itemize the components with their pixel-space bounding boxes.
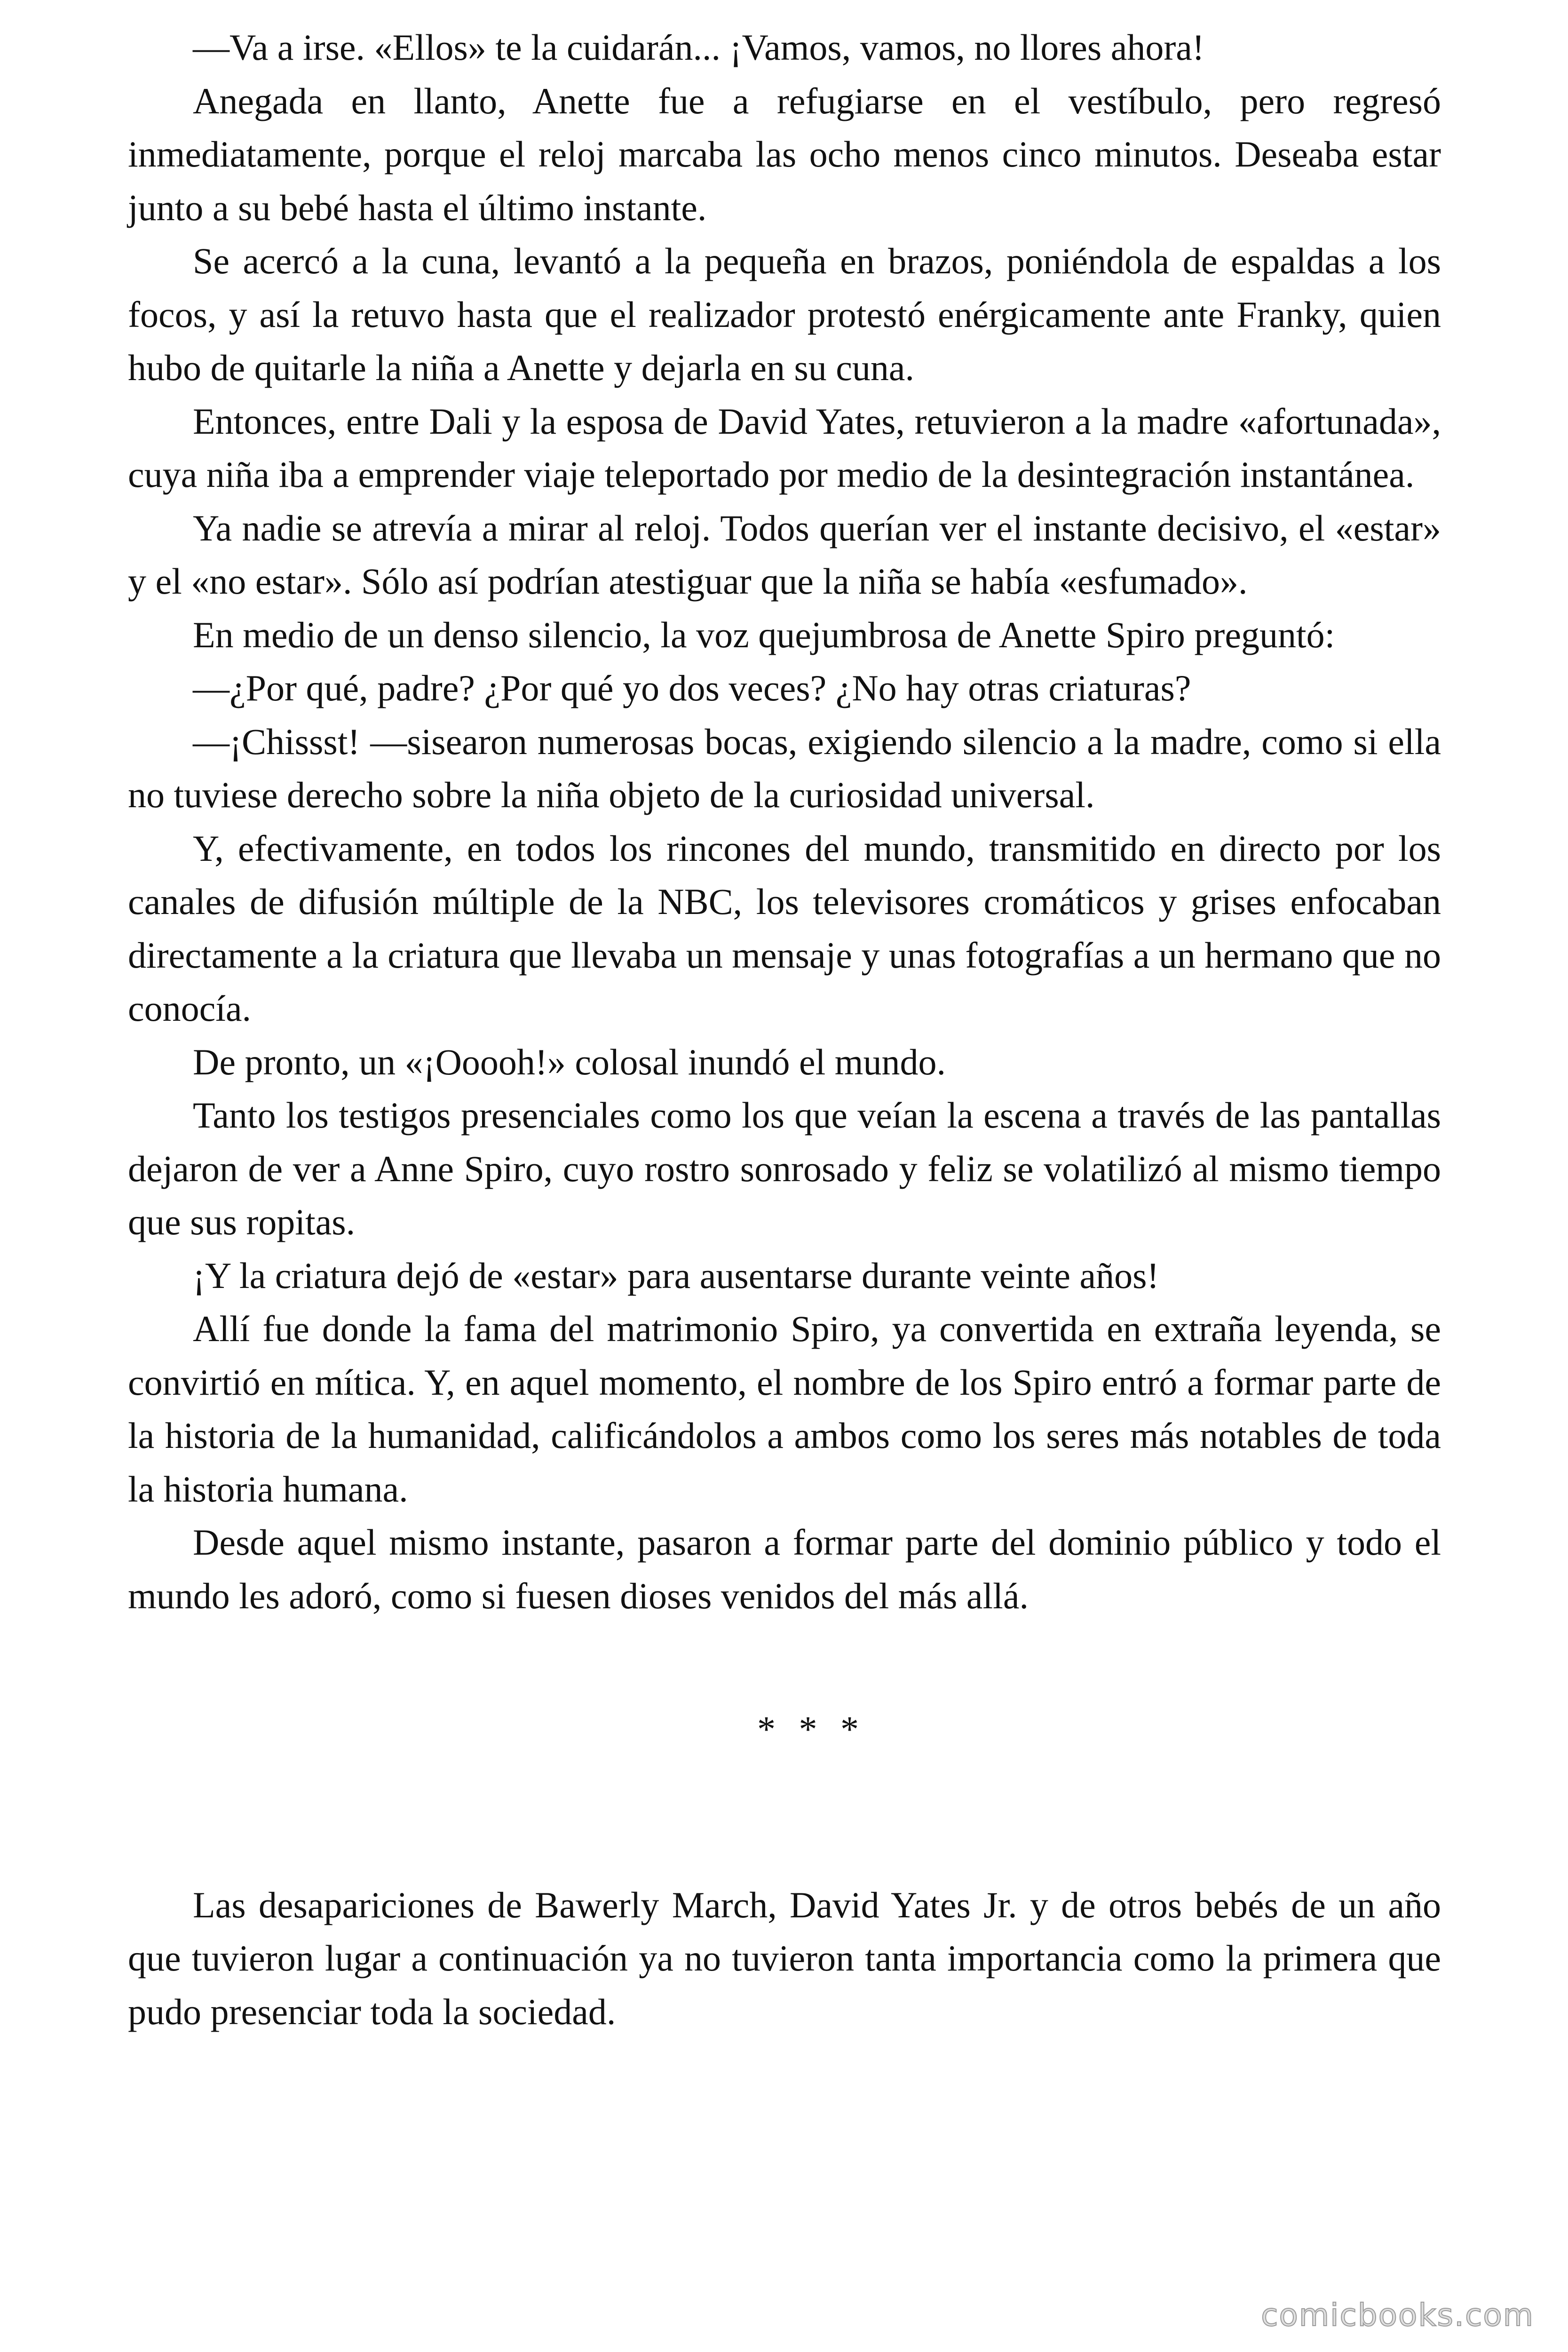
paragraph: En medio de un denso silencio, la voz quejumbrosa de Anette Spiro preguntó: [193,614,1335,655]
book-page [128,21,1441,2038]
paragraph: Entonces, entre Dali y la esposa de David Yates, retuvieron a la madre «afortunada», cuya niña iba a emprender viaje teleportado por medio de la desintegración instantánea. [128,400,1441,495]
paragraph: —Va a irse. «Ellos» te la cuidarán... ¡Vamos, vamos, no llores ahora! [193,27,1204,68]
paragraph: ¡Y la criatura dejó de «estar» para ausentarse durante veinte años! [193,1255,1159,1296]
paragraph: —¡Chissst! —sisearon numerosas bocas, exigiendo silencio a la madre, como si ella no tuviese derecho sobre la niña objeto de la curiosidad universal. [128,721,1441,815]
section-separator: * * * [757,1708,859,1749]
paragraph: Las desapariciones de Bawerly March, David Yates Jr. y de otros bebés de un año que tuvieron lugar a continuación ya no tuvieron tanta importancia como la primera que pudo presenciar toda la sociedad. [128,1884,1441,2032]
paragraph: Tanto los testigos presenciales como los que veían la escena a través de las pantallas dejaron de ver a Anne Spiro, cuyo rostro sonrosado y feliz se volatilizó al mismo tiempo que sus ropitas. [128,1095,1441,1242]
paragraph: Y, efectivamente, en todos los rincones del mundo, transmitido en directo por los canales de difusión múltiple de la NBC, los televisores cromáticos y grises enfocaban directamente a la criatura que llevaba un mensaje y unas fotografías a un hermano que no conocía. [128,827,1441,1029]
paragraph: Allí fue donde la fama del matrimonio Spiro, ya convertida en extraña leyenda, se convirtió en mítica. Y, en aquel momento, el nombre de los Spiro entró a formar parte de la historia de la humanidad, calificándolos a ambos como los seres más notables de toda la historia humana. [128,1308,1441,1510]
paragraph: Desde aquel mismo instante, pasaron a formar parte del dominio público y todo el mundo les adoró, como si fuesen dioses venidos del más allá. [128,1522,1441,1616]
paragraph: Se acercó a la cuna, levantó a la pequeña en brazos, poniéndola de espaldas a los focos, y así la retuvo hasta que el realizador protestó enérgicamente ante Franky, quien hubo de quitarle la niña a Anette y dejarla en su cuna. [128,240,1441,388]
paragraph: De pronto, un «¡Ooooh!» colosal inundó el mundo. [193,1041,946,1082]
paragraph: Ya nadie se atrevía a mirar al reloj. Todos querían ver el instante decisivo, el «estar» y el «no estar». Sólo así podrían atestiguar que la niña se había «esfumado». [128,507,1441,602]
paragraph: —¿Por qué, padre? ¿Por qué yo dos veces? ¿No hay otras criaturas? [193,667,1191,708]
paragraph: Anegada en llanto, Anette fue a refugiarse en el vestíbulo, pero regresó inmediatamente, porque el reloj marcaba las ocho menos cinco minutos. Deseaba estar junto a su bebé hasta el último instante. [128,80,1441,228]
watermark: comicbooks.com [1261,2297,1534,2333]
